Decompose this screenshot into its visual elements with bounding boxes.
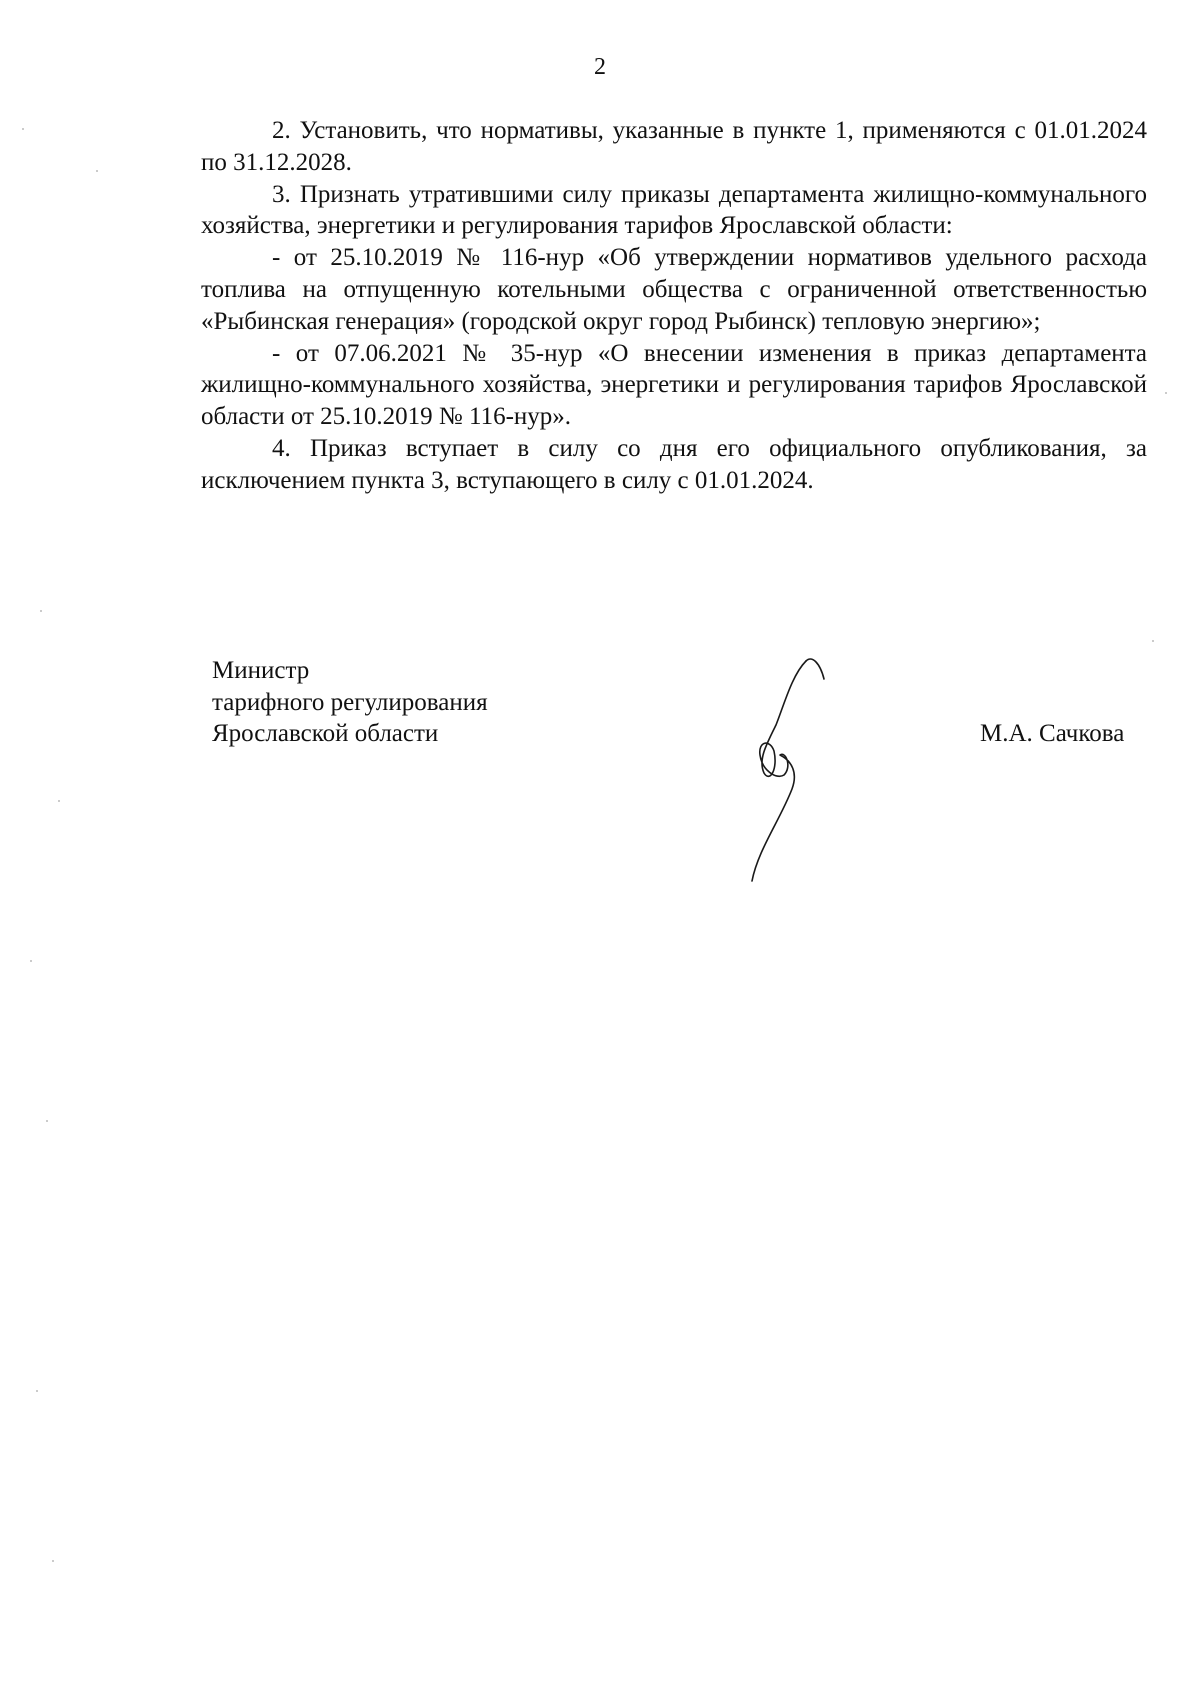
paragraph-subitem-2: - от 07.06.2021 № 35-нур «О внесении изменения в приказ департамента жилищно-коммунального хозяйства, энергетики и регулирования тарифов Ярославской области от 25.10.2019 № 116-нур». bbox=[201, 339, 1147, 431]
handwritten-signature bbox=[740, 655, 860, 885]
scan-speck bbox=[40, 610, 42, 612]
signatory-name: М.А. Сачкова bbox=[980, 720, 1125, 747]
signatory-title-line: Ярославской области bbox=[212, 720, 439, 747]
scan-speck bbox=[58, 800, 60, 802]
scan-speck bbox=[22, 128, 24, 130]
scan-speck bbox=[46, 1120, 48, 1122]
scan-speck bbox=[36, 1390, 38, 1392]
scan-speck bbox=[1165, 392, 1167, 394]
signatory-block bbox=[212, 655, 632, 750]
document-body bbox=[201, 115, 1147, 497]
scan-speck bbox=[96, 170, 98, 172]
paragraph-item-2: 2. Установить, что нормативы, указанные в пункте 1, применяются с 01.01.2024 по 31.12.2028. bbox=[201, 117, 1147, 176]
paragraph-item-3: 3. Признать утратившими силу приказы департамента жилищно-коммунального хозяйства, энергетики и регулирования тарифов Ярославской области: bbox=[201, 180, 1147, 240]
paragraph-item-4: 4. Приказ вступает в силу со дня его официального опубликования, за исключением пункта 3, вступающего в силу с 01.01.2024. bbox=[201, 434, 1147, 494]
signatory-title-line: Министр bbox=[212, 657, 310, 684]
scan-speck bbox=[1152, 640, 1154, 642]
page-number: 2 bbox=[594, 54, 606, 80]
scan-speck bbox=[52, 1560, 54, 1562]
paragraph-subitem-1: - от 25.10.2019 № 116-нур «Об утверждении нормативов удельного расхода топлива на отпущенную котельными общества с ограниченной ответственностью «Рыбинская генерация» (городской округ город Рыбинск) тепловую энергию»; bbox=[201, 244, 1147, 335]
scan-speck bbox=[30, 960, 32, 962]
signatory-title-line: тарифного регулирования bbox=[212, 688, 488, 716]
